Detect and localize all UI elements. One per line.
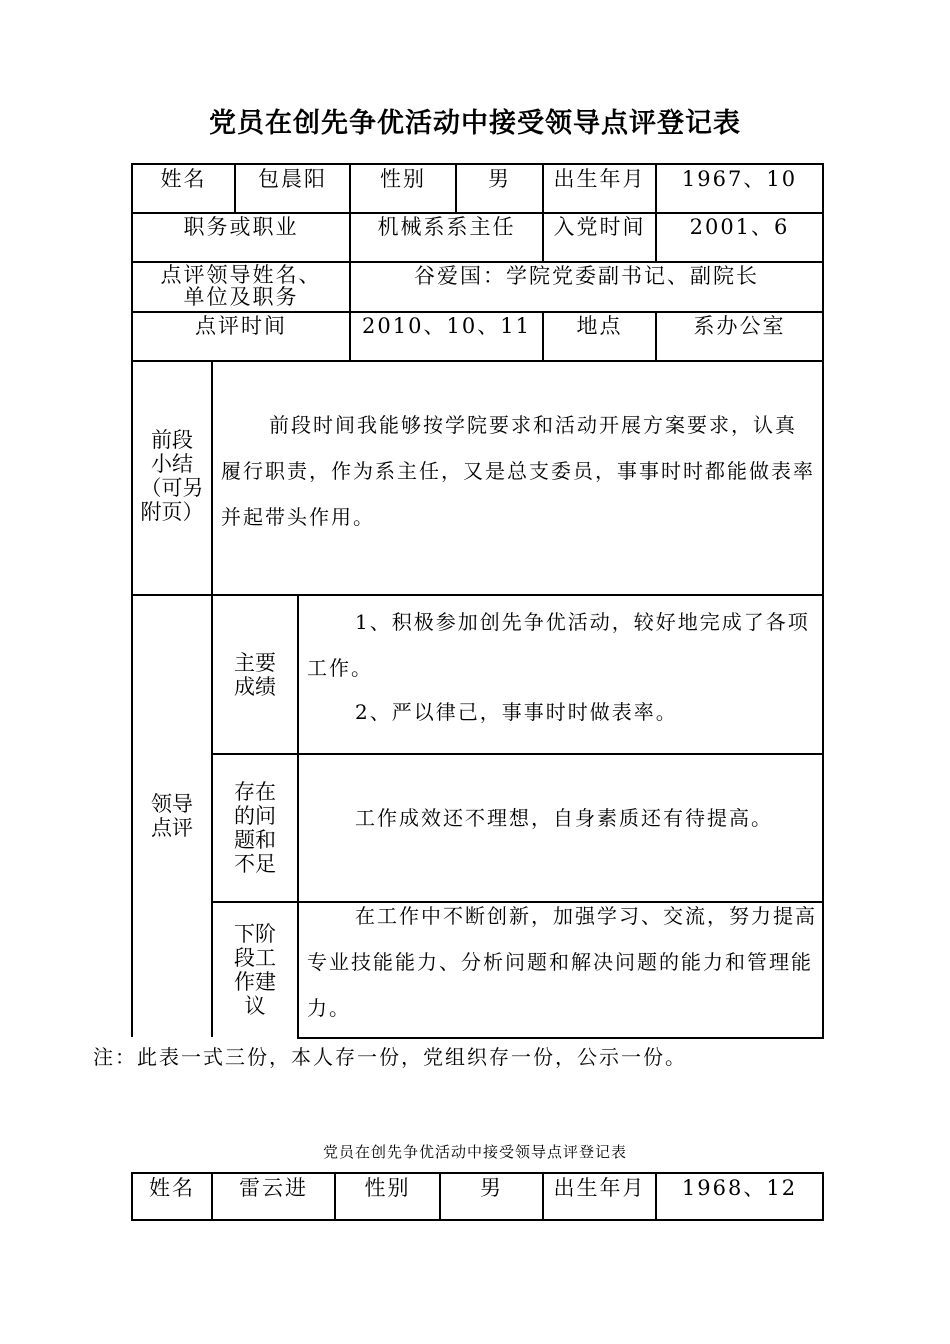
job-label: 职务或职业	[183, 215, 299, 239]
reviewer-label-line2: 单位及职务	[183, 285, 299, 309]
achievements-label-line: 成绩	[234, 675, 276, 699]
form2-birth-label: 出生年月	[553, 1176, 646, 1200]
summary-label-line: 小结	[151, 452, 193, 476]
achievements-text-1: 1、积极参加创先争优活动，较好地完成了各项工作。	[307, 610, 810, 680]
review-label-line: 点评	[151, 816, 193, 840]
form2-title: 党员在创先争优活动中接受领导点评登记表	[322, 1143, 627, 1161]
suggest-label-line: 下阶	[234, 922, 276, 946]
place-value: 系办公室	[693, 314, 786, 338]
problems-label-line: 不足	[234, 852, 276, 876]
form-title: 党员在创先争优活动中接受领导点评登记表	[209, 108, 741, 139]
suggest-label-line: 议	[244, 994, 266, 1018]
suggest-label-line: 作建	[234, 970, 276, 994]
name-value: 包晨阳	[258, 167, 327, 191]
job-value: 机械系系主任	[377, 215, 516, 239]
name-label: 姓名	[160, 167, 207, 191]
achievements-label	[213, 651, 297, 699]
join-value: 2001、6	[689, 215, 790, 239]
form2-name-label: 姓名	[149, 1176, 195, 1200]
form2-gender-value: 男	[480, 1176, 503, 1200]
problems-label-line: 存在	[234, 780, 276, 804]
summary-label-line: 前段	[151, 428, 193, 452]
problems-label-line: 题和	[234, 828, 276, 852]
suggest-label	[213, 922, 297, 1018]
summary-label-line: 附页）	[140, 500, 204, 524]
birth-label: 出生年月	[553, 167, 646, 191]
achievements-text-2: 2、严以律己，事事时时做表率。	[355, 700, 678, 724]
birth-value: 1967、10	[681, 167, 798, 191]
gender-label: 性别	[380, 167, 426, 191]
review-label-line: 领导	[151, 792, 193, 816]
time-label: 点评时间	[195, 314, 287, 338]
time-value: 2010、10、11	[362, 314, 531, 338]
suggest-label-line: 段工	[234, 946, 276, 970]
review-label	[133, 792, 211, 840]
join-label: 入党时间	[553, 215, 646, 239]
suggest-text: 在工作中不断创新，加强学习、交流，努力提高专业技能能力、分析问题和解决问题的能力和管理能力。	[307, 904, 817, 1020]
problems-label-line: 的问	[234, 804, 276, 828]
achievements-label-line: 主要	[234, 651, 276, 675]
footnote: 注：此表一式三份，本人存一份，党组织存一份，公示一份。	[93, 1045, 687, 1069]
summary-text: 前段时间我能够按学院要求和活动开展方案要求，认真履行职责，作为系主任，又是总支委员，事事时时都能做表率并起带头作用。	[221, 413, 815, 529]
form2-name-value: 雷云进	[239, 1176, 308, 1200]
gender-value: 男	[488, 167, 511, 191]
summary-label-line: （可另	[140, 476, 204, 500]
problems-label	[213, 780, 297, 876]
reviewer-value: 谷爱国：学院党委副书记、副院长	[414, 264, 759, 288]
reviewer-label	[133, 264, 349, 309]
summary-label	[133, 428, 211, 524]
place-label: 地点	[576, 314, 623, 338]
form2-gender-label: 性别	[364, 1176, 411, 1200]
form2-birth-value: 1968、12	[681, 1176, 798, 1200]
problems-text: 工作成效还不理想，自身素质还有待提高。	[355, 806, 773, 830]
reviewer-label-line1: 点评领导姓名、	[160, 263, 322, 287]
